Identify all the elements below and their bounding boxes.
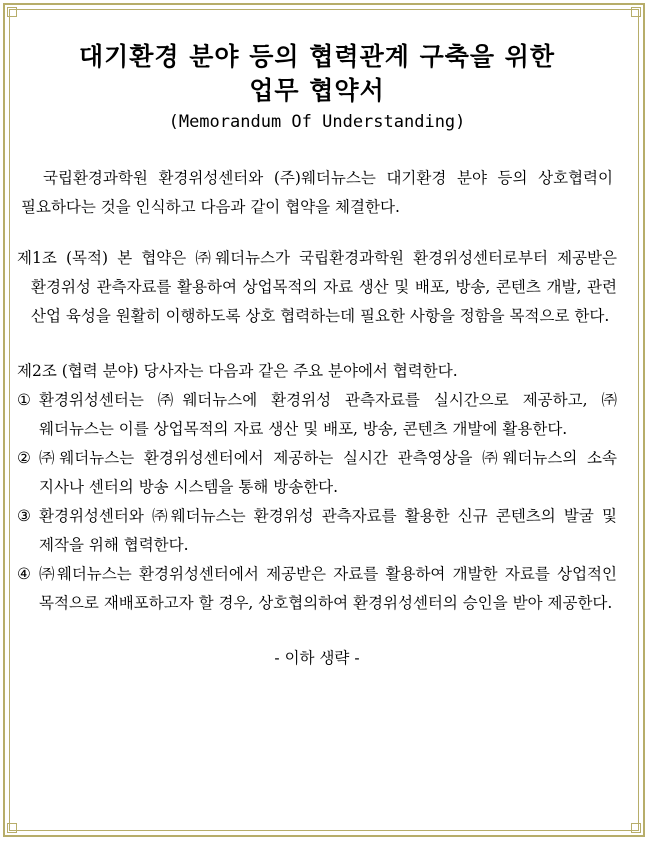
item-number: ① (17, 391, 31, 409)
title-line-2: 업무 협약서 (249, 76, 385, 105)
ending-note: - 이하 생략 - (274, 649, 360, 667)
document-title (17, 40, 617, 108)
list-item (17, 386, 617, 444)
article-2-heading: 제2조 (협력 분야) (17, 362, 139, 380)
item-number: ② (17, 449, 31, 467)
intro-paragraph: 국립환경과학원 환경위성센터와 (주)웨더뉴스는 대기환경 분야 등의 상호협력이 필요하다는 것을 인식하고 다음과 같이 협약을 체결한다. (21, 169, 613, 216)
item-text: ㈜웨더뉴스는 환경위성센터에서 제공하는 실시간 관측영상을 ㈜웨더뉴스의 소속 지사나 센터의 방송 시스템을 통해 방송한다. (39, 449, 617, 496)
article-2 (17, 357, 617, 386)
item-text: ㈜웨더뉴스는 환경위성센터에서 제공받은 자료를 활용하여 개발한 자료를 상업적인 목적으로 재배포하고자 할 경우, 상호협의하여 환경위성센터의 승인을 받아 제공한다. (39, 565, 617, 612)
article-1 (17, 244, 617, 331)
document-body (17, 40, 617, 668)
list-item (17, 444, 617, 502)
item-text: 환경위성센터는 ㈜웨더뉴스에 환경위성 관측자료를 실시간으로 제공하고, ㈜웨더뉴스는 이를 상업목적의 자료 생산 및 배포, 방송, 콘텐츠 개발에 활용한다. (39, 391, 617, 438)
title-line-1: 대기환경 분야 등의 협력관계 구축을 위한 (78, 42, 556, 71)
list-item (17, 502, 617, 560)
list-item (17, 560, 617, 618)
item-text: 환경위성센터와 ㈜웨더뉴스는 환경위성 관측자료를 활용한 신규 콘텐츠의 발굴 및 제작을 위해 협력한다. (39, 507, 617, 554)
article-1-text: 본 협약은 ㈜웨더뉴스가 국립환경과학원 환경위성센터로부터 제공받은 환경위성 관측자료를 활용하여 상업목적의 자료 생산 및 배포, 방송, 콘텐츠 개발, 관련 산업 육성을 원활히 이행하도록 상호 협력하는데 필요한 사항을 정함을 목적으로 한다. (31, 249, 617, 325)
article-1-heading: 제1조 (목적) (17, 249, 109, 267)
item-number: ④ (17, 565, 31, 583)
item-number: ③ (17, 507, 31, 525)
document-subtitle: (Memorandum Of Understanding) (168, 112, 466, 132)
article-2-text: 당사자는 다음과 같은 주요 분야에서 협력한다. (143, 362, 458, 380)
